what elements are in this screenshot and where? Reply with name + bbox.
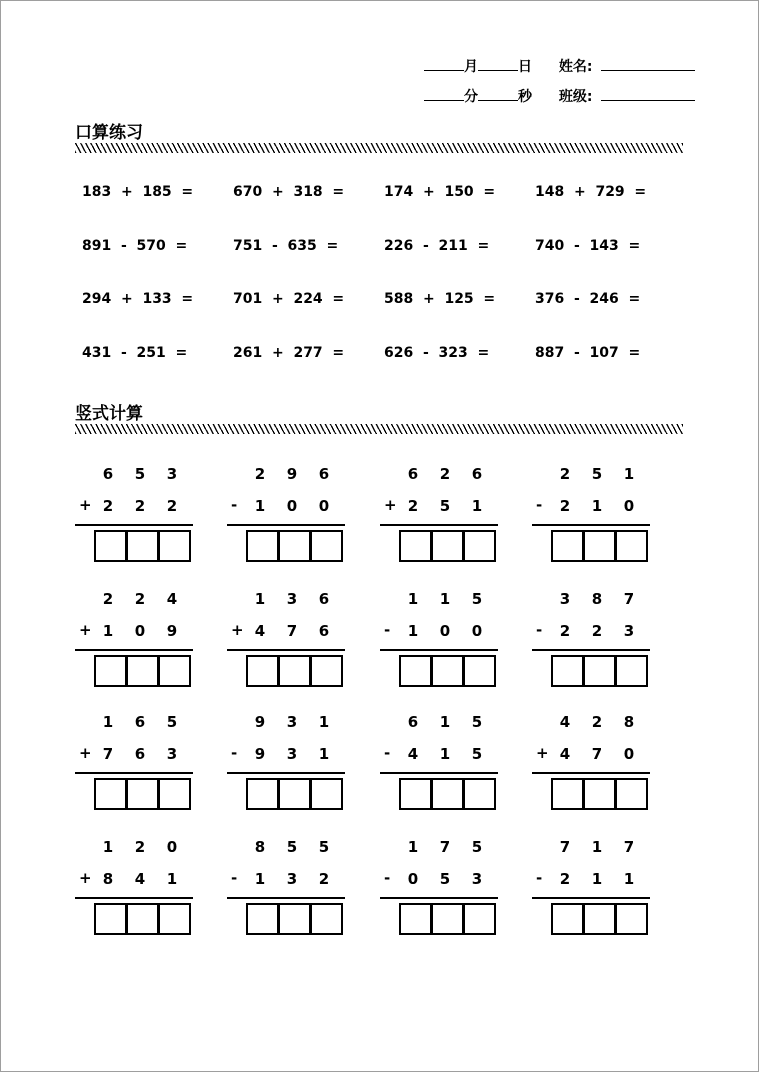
sum-line: [75, 649, 193, 651]
second-label: 秒: [518, 89, 532, 105]
sum-line: [227, 897, 345, 899]
plus-sign: +: [79, 496, 92, 514]
vertical-problem: [532, 590, 650, 690]
answer-box[interactable]: [126, 778, 159, 810]
top-digit: 1: [407, 838, 419, 856]
answer-box[interactable]: [310, 530, 343, 562]
oral-problem: 174 + 150 =: [384, 184, 496, 200]
answer-box[interactable]: [399, 903, 432, 935]
answer-box[interactable]: [94, 903, 127, 935]
bottom-digit: 4: [254, 622, 266, 640]
top-digit: 0: [166, 838, 178, 856]
answer-box[interactable]: [583, 530, 616, 562]
bottom-digit: 9: [254, 745, 266, 763]
sum-line: [227, 772, 345, 774]
bottom-digit: 5: [439, 870, 451, 888]
plus-sign: +: [231, 621, 244, 639]
bottom-digit: 2: [318, 870, 330, 888]
top-digit: 1: [254, 590, 266, 608]
oral-problem: 261 + 277 =: [233, 345, 345, 361]
name-label: 姓名:: [558, 59, 593, 75]
answer-box[interactable]: [310, 655, 343, 687]
bottom-digit: 0: [623, 745, 635, 763]
bottom-digit: 2: [102, 497, 114, 515]
answer-box[interactable]: [158, 778, 191, 810]
bottom-digit: 2: [166, 497, 178, 515]
sum-line: [380, 524, 498, 526]
answer-box[interactable]: [583, 655, 616, 687]
answer-box[interactable]: [463, 903, 496, 935]
plus-sign: +: [79, 869, 92, 887]
minus-sign: -: [231, 744, 238, 762]
top-digit: 8: [623, 713, 635, 731]
sum-line: [227, 649, 345, 651]
minus-sign: -: [536, 496, 543, 514]
answer-box[interactable]: [94, 530, 127, 562]
bottom-digit: 2: [559, 870, 571, 888]
oral-problem: 376 - 246 =: [535, 291, 641, 307]
vertical-problem: [227, 838, 345, 938]
answer-box[interactable]: [126, 903, 159, 935]
vertical-problem: [380, 838, 498, 938]
plus-sign: +: [384, 496, 397, 514]
top-digit: 6: [318, 590, 330, 608]
plus-sign: +: [79, 744, 92, 762]
plus-sign: +: [79, 621, 92, 639]
oral-problem: 887 - 107 =: [535, 345, 641, 361]
sum-line: [380, 897, 498, 899]
top-digit: 2: [254, 465, 266, 483]
oral-problem: 701 + 224 =: [233, 291, 345, 307]
answer-box[interactable]: [615, 903, 648, 935]
oral-problem: 891 - 570 =: [82, 238, 188, 254]
answer-box[interactable]: [246, 778, 279, 810]
vertical-problem: [380, 465, 498, 565]
answer-box[interactable]: [551, 655, 584, 687]
answer-box[interactable]: [583, 778, 616, 810]
top-digit: 6: [134, 713, 146, 731]
top-digit: 8: [591, 590, 603, 608]
top-digit: 2: [559, 465, 571, 483]
bottom-digit: 3: [166, 745, 178, 763]
bottom-digit: 5: [471, 745, 483, 763]
oral-problem: 148 + 729 =: [535, 184, 647, 200]
day-blank[interactable]: [478, 56, 518, 71]
bottom-digit: 2: [559, 497, 571, 515]
bottom-digit: 1: [591, 497, 603, 515]
minus-sign: -: [536, 621, 543, 639]
vertical-problem: [227, 713, 345, 813]
answer-box[interactable]: [126, 530, 159, 562]
top-digit: 4: [166, 590, 178, 608]
bottom-digit: 1: [407, 622, 419, 640]
answer-box[interactable]: [463, 778, 496, 810]
answer-box[interactable]: [126, 655, 159, 687]
vertical-problem: [75, 713, 193, 813]
plus-sign: +: [536, 744, 549, 762]
answer-box[interactable]: [310, 903, 343, 935]
sum-line: [532, 649, 650, 651]
top-digit: 1: [439, 590, 451, 608]
bottom-digit: 4: [134, 870, 146, 888]
top-digit: 1: [407, 590, 419, 608]
oral-problem: 226 - 211 =: [384, 238, 490, 254]
minus-sign: -: [231, 869, 238, 887]
bottom-digit: 2: [134, 497, 146, 515]
answer-box[interactable]: [246, 903, 279, 935]
answer-box[interactable]: [278, 655, 311, 687]
divider-vertical: [75, 424, 683, 434]
oral-problem: 294 + 133 =: [82, 291, 194, 307]
top-digit: 5: [591, 465, 603, 483]
bottom-digit: 6: [134, 745, 146, 763]
top-digit: 1: [102, 838, 114, 856]
bottom-digit: 1: [102, 622, 114, 640]
vertical-problem: [75, 590, 193, 690]
sum-line: [75, 524, 193, 526]
bottom-digit: 2: [591, 622, 603, 640]
top-digit: 8: [254, 838, 266, 856]
bottom-digit: 7: [102, 745, 114, 763]
top-digit: 2: [439, 465, 451, 483]
bottom-digit: 1: [318, 745, 330, 763]
top-digit: 6: [407, 465, 419, 483]
bottom-digit: 2: [559, 622, 571, 640]
answer-box[interactable]: [431, 903, 464, 935]
oral-problem: 751 - 635 =: [233, 238, 339, 254]
bottom-digit: 0: [439, 622, 451, 640]
top-digit: 5: [318, 838, 330, 856]
vertical-problem: [380, 590, 498, 690]
answer-box[interactable]: [94, 655, 127, 687]
sum-line: [532, 897, 650, 899]
top-digit: 9: [254, 713, 266, 731]
answer-box[interactable]: [94, 778, 127, 810]
bottom-digit: 7: [286, 622, 298, 640]
answer-box[interactable]: [399, 530, 432, 562]
answer-box[interactable]: [399, 655, 432, 687]
sum-line: [532, 524, 650, 526]
day-label: 日: [518, 59, 532, 75]
sum-line: [380, 649, 498, 651]
answer-box[interactable]: [551, 778, 584, 810]
top-digit: 5: [286, 838, 298, 856]
bottom-digit: 0: [471, 622, 483, 640]
top-digit: 1: [591, 838, 603, 856]
bottom-digit: 7: [591, 745, 603, 763]
second-blank[interactable]: [478, 86, 518, 101]
oral-problem: 626 - 323 =: [384, 345, 490, 361]
oral-section-title: 口算练习: [75, 123, 143, 143]
answer-box[interactable]: [431, 778, 464, 810]
sum-line: [75, 772, 193, 774]
bottom-digit: 3: [286, 745, 298, 763]
top-digit: 5: [471, 838, 483, 856]
vertical-problem: [532, 465, 650, 565]
oral-problem: 588 + 125 =: [384, 291, 496, 307]
answer-box[interactable]: [615, 778, 648, 810]
top-digit: 7: [623, 590, 635, 608]
top-digit: 5: [166, 713, 178, 731]
oral-problem: 740 - 143 =: [535, 238, 641, 254]
answer-box[interactable]: [278, 778, 311, 810]
answer-box[interactable]: [615, 530, 648, 562]
answer-box[interactable]: [431, 655, 464, 687]
top-digit: 2: [134, 590, 146, 608]
name-blank[interactable]: [601, 56, 695, 71]
top-digit: 1: [318, 713, 330, 731]
answer-box[interactable]: [246, 655, 279, 687]
top-digit: 5: [471, 590, 483, 608]
month-label: 月: [464, 59, 478, 75]
bottom-digit: 6: [318, 622, 330, 640]
bottom-digit: 1: [471, 497, 483, 515]
answer-box[interactable]: [158, 530, 191, 562]
bottom-digit: 8: [102, 870, 114, 888]
bottom-digit: 0: [623, 497, 635, 515]
bottom-digit: 0: [318, 497, 330, 515]
sum-line: [75, 897, 193, 899]
answer-box[interactable]: [278, 530, 311, 562]
vertical-problem: [227, 465, 345, 565]
oral-problem: 431 - 251 =: [82, 345, 188, 361]
top-digit: 1: [439, 713, 451, 731]
answer-box[interactable]: [615, 655, 648, 687]
top-digit: 6: [471, 465, 483, 483]
vertical-problem: [75, 465, 193, 565]
top-digit: 2: [591, 713, 603, 731]
minute-label: 分: [464, 89, 478, 105]
minus-sign: -: [231, 496, 238, 514]
answer-box[interactable]: [583, 903, 616, 935]
answer-box[interactable]: [246, 530, 279, 562]
top-digit: 2: [134, 838, 146, 856]
top-digit: 5: [134, 465, 146, 483]
date-row: [424, 56, 695, 76]
sum-line: [227, 524, 345, 526]
top-digit: 3: [286, 713, 298, 731]
top-digit: 7: [623, 838, 635, 856]
top-digit: 1: [102, 713, 114, 731]
vertical-problem: [227, 590, 345, 690]
minus-sign: -: [384, 744, 391, 762]
answer-box[interactable]: [431, 530, 464, 562]
top-digit: 6: [102, 465, 114, 483]
top-digit: 6: [407, 713, 419, 731]
minus-sign: -: [384, 869, 391, 887]
minute-blank[interactable]: [424, 86, 464, 101]
class-label: 班级:: [558, 89, 593, 105]
bottom-digit: 1: [254, 497, 266, 515]
top-digit: 7: [559, 838, 571, 856]
vertical-problem: [380, 713, 498, 813]
bottom-digit: 1: [591, 870, 603, 888]
class-blank[interactable]: [601, 86, 695, 101]
divider-oral: [75, 143, 683, 153]
bottom-digit: 0: [286, 497, 298, 515]
bottom-digit: 3: [623, 622, 635, 640]
bottom-digit: 3: [471, 870, 483, 888]
top-digit: 3: [286, 590, 298, 608]
top-digit: 2: [102, 590, 114, 608]
answer-box[interactable]: [463, 655, 496, 687]
top-digit: 4: [559, 713, 571, 731]
answer-box[interactable]: [158, 655, 191, 687]
bottom-digit: 1: [166, 870, 178, 888]
sum-line: [532, 772, 650, 774]
answer-box[interactable]: [310, 778, 343, 810]
answer-box[interactable]: [551, 903, 584, 935]
oral-problem: 670 + 318 =: [233, 184, 345, 200]
bottom-digit: 1: [439, 745, 451, 763]
minus-sign: -: [536, 869, 543, 887]
vertical-problem: [75, 838, 193, 938]
bottom-digit: 1: [623, 870, 635, 888]
month-blank[interactable]: [424, 56, 464, 71]
vertical-section-title: 竖式计算: [75, 404, 143, 424]
top-digit: 5: [471, 713, 483, 731]
bottom-digit: 4: [559, 745, 571, 763]
oral-problem: 183 + 185 =: [82, 184, 194, 200]
top-digit: 3: [559, 590, 571, 608]
top-digit: 7: [439, 838, 451, 856]
bottom-digit: 1: [254, 870, 266, 888]
answer-box[interactable]: [551, 530, 584, 562]
minus-sign: -: [384, 621, 391, 639]
bottom-digit: 3: [286, 870, 298, 888]
answer-box[interactable]: [399, 778, 432, 810]
bottom-digit: 0: [407, 870, 419, 888]
top-digit: 3: [166, 465, 178, 483]
top-digit: 9: [286, 465, 298, 483]
top-digit: 6: [318, 465, 330, 483]
bottom-digit: 4: [407, 745, 419, 763]
time-row: [424, 86, 695, 106]
bottom-digit: 0: [134, 622, 146, 640]
sum-line: [380, 772, 498, 774]
top-digit: 1: [623, 465, 635, 483]
bottom-digit: 5: [439, 497, 451, 515]
vertical-problem: [532, 838, 650, 938]
answer-box[interactable]: [158, 903, 191, 935]
bottom-digit: 2: [407, 497, 419, 515]
answer-box[interactable]: [463, 530, 496, 562]
answer-box[interactable]: [278, 903, 311, 935]
vertical-problem: [532, 713, 650, 813]
bottom-digit: 9: [166, 622, 178, 640]
